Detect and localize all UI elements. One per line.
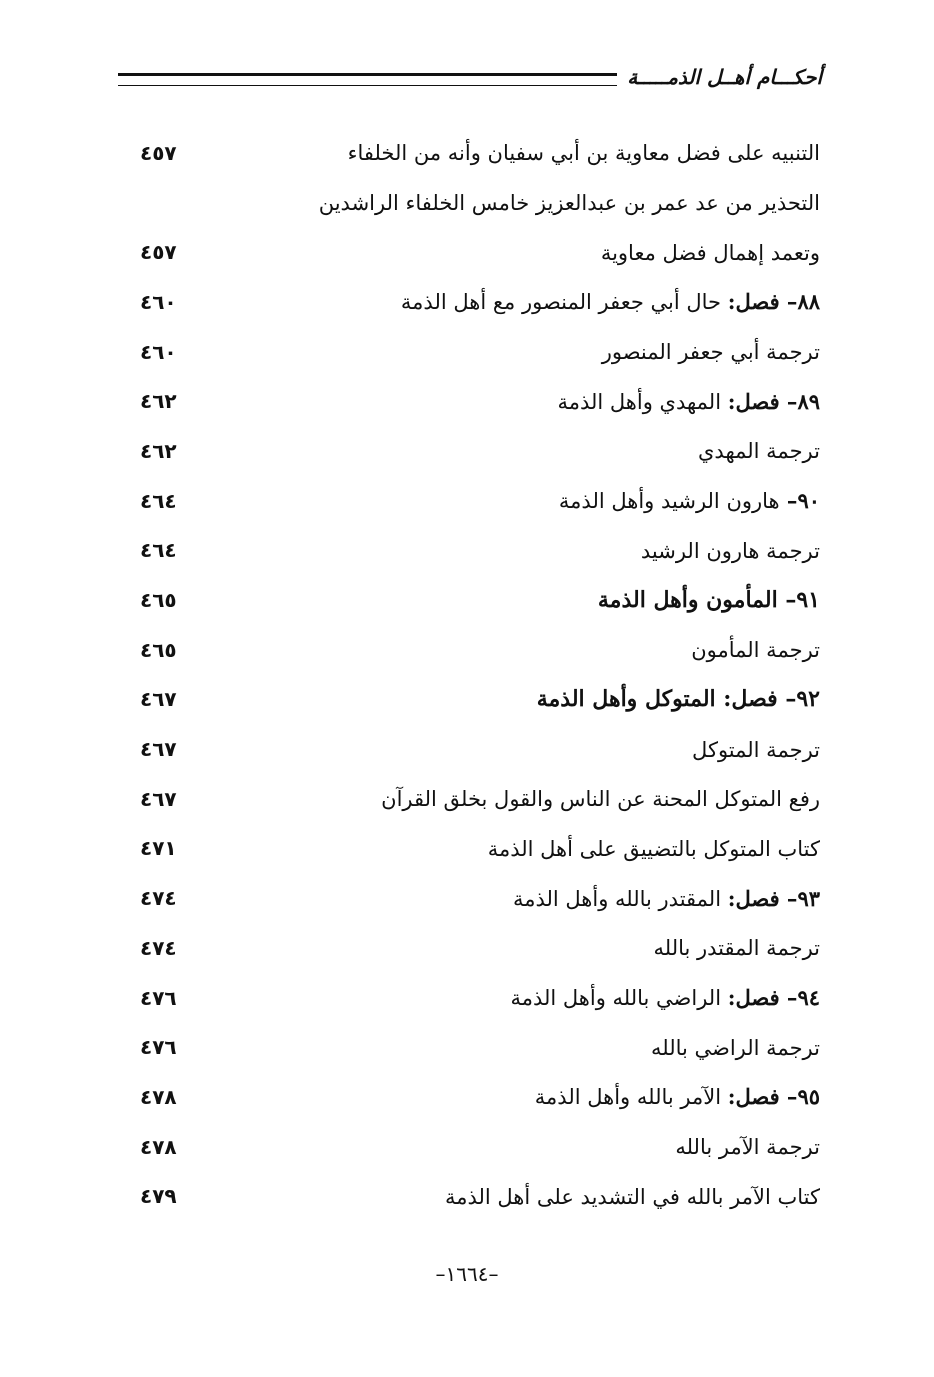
toc-entry-page: ٤٦٠ <box>140 289 177 314</box>
toc-entry-page: ٤٧٦ <box>140 1035 177 1060</box>
toc-entry-title <box>200 786 820 811</box>
toc-entry-page: ٤٦٧ <box>140 687 177 712</box>
toc-entry-title <box>200 339 820 364</box>
toc-row <box>140 178 820 228</box>
toc-entry-title <box>200 836 820 861</box>
page-number: –١٦٦٤– <box>435 1262 499 1286</box>
toc-entry-title <box>200 686 820 712</box>
table-of-contents <box>140 128 820 1221</box>
toc-row <box>140 575 820 625</box>
toc-entry-page: ٤٦٤ <box>140 538 177 563</box>
toc-entry-title <box>200 240 820 265</box>
toc-entry-page: ٤٦٧ <box>140 786 177 811</box>
toc-entry-text: ترجمة أبي جعفر المنصور <box>601 340 820 365</box>
toc-row <box>140 1171 820 1221</box>
toc-entry-title <box>200 985 820 1010</box>
toc-entry-title <box>200 935 820 960</box>
toc-row <box>140 1072 820 1122</box>
toc-row <box>140 327 820 377</box>
toc-entry-page: ٤٦٠ <box>140 339 177 364</box>
toc-entry-number: ٨٩– <box>779 388 820 414</box>
toc-entry-text: كتاب الآمر بالله في التشديد على أهل الذمة <box>444 1184 820 1209</box>
toc-entry-page: ٤٧٩ <box>140 1184 177 1209</box>
toc-entry-text: ترجمة المقتدر بالله <box>653 936 820 961</box>
toc-entry-text: المهدي وأهل الذمة <box>557 389 728 414</box>
toc-row <box>140 675 820 725</box>
toc-entry-text: الراضي بالله وأهل الذمة <box>510 986 728 1011</box>
toc-entry-fasl-label: فصل: <box>727 289 780 315</box>
toc-entry-title <box>200 637 820 662</box>
toc-entry-title <box>200 1184 820 1209</box>
toc-entry-page: ٤٦٧ <box>140 737 177 762</box>
toc-entry-number: ٩١– <box>777 587 820 614</box>
toc-entry-title <box>200 1035 820 1060</box>
toc-entry-text: المأمون وأهل الذمة <box>597 587 778 614</box>
toc-entry-page: ٤٦٢ <box>140 438 177 463</box>
toc-entry-title <box>200 886 820 911</box>
toc-entry-title <box>200 140 820 165</box>
toc-entry-title <box>200 438 820 463</box>
toc-entry-page: ٤٦٢ <box>140 389 177 414</box>
toc-entry-title <box>200 289 820 314</box>
toc-row <box>140 625 820 675</box>
toc-entry-number: ٩٠– <box>779 488 820 514</box>
header-double-rule <box>118 73 617 86</box>
toc-entry-text: كتاب المتوكل بالتضييق على أهل الذمة <box>487 836 820 861</box>
toc-entry-title <box>200 389 820 414</box>
toc-entry-title <box>200 1134 820 1159</box>
toc-row <box>140 973 820 1023</box>
toc-row <box>140 376 820 426</box>
toc-row <box>140 128 820 178</box>
toc-entry-number: ٩٣– <box>779 885 820 911</box>
toc-row <box>140 724 820 774</box>
toc-entry-page: ٤٧٤ <box>140 935 177 960</box>
toc-row <box>140 1122 820 1172</box>
toc-entry-text: ترجمة المهدي <box>697 439 820 464</box>
toc-entry-text: المتوكل وأهل الذمة <box>536 686 724 713</box>
toc-entry-page: ٤٧٤ <box>140 886 177 911</box>
toc-entry-title <box>200 190 820 215</box>
toc-entry-text: التنبيه على فضل معاوية بن أبي سفيان وأنه من الخلفاء <box>347 141 820 166</box>
toc-entry-text: وتعمد إهمال فضل معاوية <box>600 240 820 265</box>
toc-entry-fasl-label: فصل: <box>727 1084 780 1110</box>
toc-row <box>140 426 820 476</box>
toc-row <box>140 873 820 923</box>
toc-entry-title <box>200 488 820 513</box>
toc-entry-page: ٤٦٤ <box>140 488 177 513</box>
toc-entry-text: ترجمة الراضي بالله <box>650 1035 820 1060</box>
toc-entry-fasl-label: فصل: <box>723 686 778 713</box>
toc-row <box>140 1022 820 1072</box>
toc-entry-page: ٤٥٧ <box>140 240 177 265</box>
toc-entry-text: الآمر بالله وأهل الذمة <box>534 1085 728 1110</box>
toc-entry-title <box>200 587 820 613</box>
toc-row <box>140 476 820 526</box>
toc-row <box>140 824 820 874</box>
toc-entry-text: ترجمة المتوكل <box>692 737 820 762</box>
toc-row <box>140 526 820 576</box>
toc-entry-text: المقتدر بالله وأهل الذمة <box>512 886 728 911</box>
toc-entry-fasl-label: فصل: <box>727 388 780 414</box>
toc-entry-number: ٩٢– <box>777 686 820 713</box>
toc-entry-text: حال أبي جعفر المنصور مع أهل الذمة <box>400 290 728 315</box>
toc-entry-page: ٤٧١ <box>140 836 177 861</box>
toc-entry-title <box>200 1084 820 1109</box>
toc-entry-page: ٤٧٨ <box>140 1134 177 1159</box>
toc-entry-title <box>200 538 820 563</box>
toc-row <box>140 277 820 327</box>
toc-entry-page: ٤٧٨ <box>140 1084 177 1109</box>
toc-entry-number: ٨٨– <box>779 289 820 315</box>
toc-entry-text: ترجمة الآمر بالله <box>675 1135 820 1160</box>
toc-entry-page: ٤٧٦ <box>140 985 177 1010</box>
toc-entry-text: ترجمة هارون الرشيد <box>640 538 820 563</box>
toc-entry-page: ٤٥٧ <box>140 140 177 165</box>
toc-entry-text: رفع المتوكل المحنة عن الناس والقول بخلق القرآن <box>381 787 820 812</box>
toc-entry-number: ٩٤– <box>779 985 820 1011</box>
toc-entry-fasl-label: فصل: <box>727 885 780 911</box>
toc-row <box>140 774 820 824</box>
toc-entry-title <box>200 737 820 762</box>
toc-entry-page: ٤٦٥ <box>140 588 177 613</box>
running-header <box>118 62 822 92</box>
toc-entry-number: ٩٥– <box>779 1084 820 1110</box>
toc-row <box>140 227 820 277</box>
toc-entry-text: هارون الرشيد وأهل الذمة <box>558 489 780 514</box>
toc-entry-text: التحذير من عد عمر بن عبدالعزيز خامس الخلفاء الراشدين <box>318 191 820 216</box>
toc-entry-text: ترجمة المأمون <box>691 638 820 663</box>
toc-entry-fasl-label: فصل: <box>727 985 780 1011</box>
running-header-title: أحكـــام أهــل الذمـــــة <box>627 65 822 89</box>
toc-row <box>140 923 820 973</box>
toc-entry-page: ٤٦٥ <box>140 637 177 662</box>
